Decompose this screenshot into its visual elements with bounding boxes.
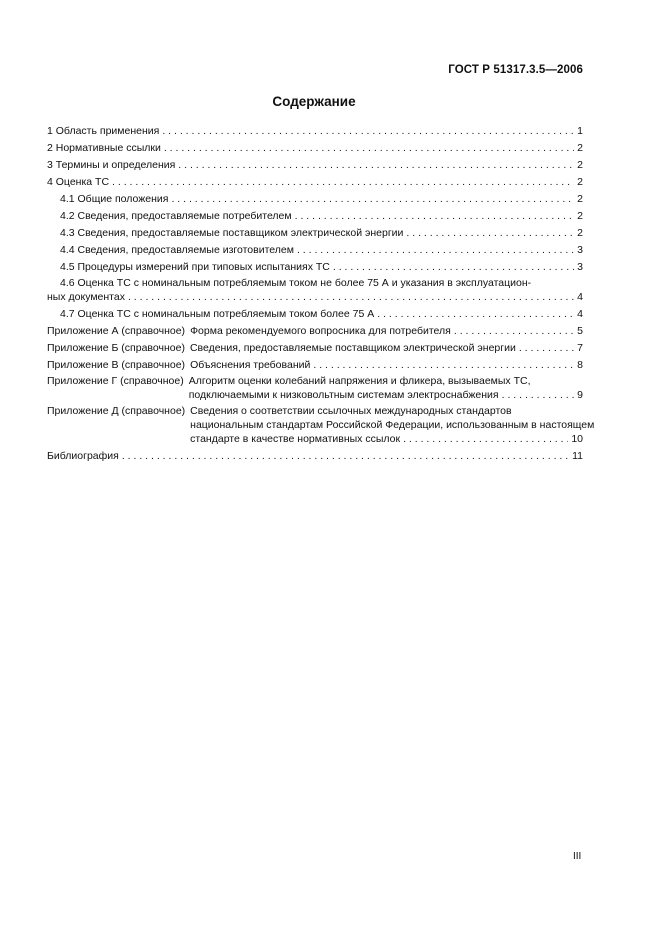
appendix-label: Приложение Д (справочное) (47, 405, 186, 417)
toc-page-number: 5 (577, 325, 583, 337)
toc-entry-line: национальным стандартам Российской Федерации, использованным в настоящем (190, 419, 595, 431)
toc-entry-text: 4.3 Сведения, предоставляемые поставщиком электрической энергии (60, 227, 404, 239)
toc-entry-text: Сведения, предоставляемые поставщиком электрической энергии (189, 342, 516, 354)
toc-page-number: 7 (577, 342, 583, 354)
dot-leader (122, 449, 569, 463)
dot-leader (377, 307, 574, 321)
toc-entry-text: Объяснения требований (190, 359, 311, 371)
toc-entry-4-3[interactable] (47, 223, 583, 240)
toc-title: Содержание (272, 94, 356, 109)
toc-entry-text: 4.1 Общие положения (60, 193, 169, 205)
appendix-label: Приложение А (справочное) (47, 325, 186, 337)
toc-entry-4-7[interactable] (47, 304, 583, 321)
toc-entry-text: Библиография (47, 450, 119, 462)
toc-entry-4-5[interactable] (47, 257, 583, 274)
toc-page-number: 2 (577, 227, 583, 239)
toc-entry-text: 2 Нормативные ссылки (47, 142, 161, 154)
dot-leader (128, 290, 574, 304)
toc-page-number: 2 (577, 142, 583, 154)
toc-entry-line: 4.6 Оценка ТС с номинальным потребляемым током не более 75 А и указания в эксплуатацион- (60, 277, 532, 289)
toc-entry-text: 1 Область применения (47, 125, 160, 137)
toc-page-number: 3 (577, 261, 583, 273)
toc-entry-text: 3 Термины и определения (47, 159, 176, 171)
toc-page-number: 3 (577, 244, 583, 256)
page-folio: III (573, 851, 582, 862)
toc-page-number: 2 (577, 159, 583, 171)
toc-entry-line: Алгоритм оценки колебаний напряжения и фликера, вызываемых ТС, (188, 375, 531, 387)
toc-page-number: 4 (577, 308, 583, 320)
toc-entry-text: 4.4 Сведения, предоставляемые изготовителем (60, 244, 294, 256)
toc-entry-line: Сведения о соответствии ссылочных международных стандартов (190, 405, 512, 417)
dot-leader (164, 141, 574, 155)
toc-entry-text: 4.2 Сведения, предоставляемые потребителем (60, 210, 292, 222)
toc-entry-appendix-a[interactable] (47, 321, 583, 338)
standard-code: ГОСТ Р 51317.3.5—2006 (448, 64, 583, 76)
dot-leader (519, 341, 574, 355)
appendix-label: Приложение Б (справочное) (47, 342, 185, 354)
dot-leader (502, 388, 575, 402)
dot-leader (178, 158, 574, 172)
toc-entry-4-1[interactable] (47, 189, 583, 206)
toc-entry-3[interactable] (47, 155, 583, 172)
table-of-contents (47, 121, 595, 463)
toc-page-number: 8 (577, 359, 583, 371)
dot-leader (333, 260, 574, 274)
toc-entry-4[interactable] (47, 172, 583, 189)
toc-entry-appendix-d[interactable] (47, 404, 595, 446)
appendix-label: Приложение Г (справочное) (47, 375, 184, 387)
dot-leader (297, 243, 574, 257)
toc-page-number: 2 (577, 193, 583, 205)
toc-entry-text: 4.7 Оценка ТС с номинальным потребляемым током более 75 А (60, 308, 375, 320)
toc-page-number: 10 (571, 433, 583, 445)
dot-leader (162, 124, 574, 138)
dot-leader (171, 192, 574, 206)
toc-entry-4-4[interactable] (47, 240, 583, 257)
toc-entry-appendix-v[interactable] (47, 355, 583, 372)
toc-page-number: 9 (577, 389, 583, 401)
toc-page-number: 1 (577, 125, 583, 137)
dot-leader (295, 209, 575, 223)
toc-page-number: 2 (577, 210, 583, 222)
dot-leader (454, 324, 574, 338)
toc-entry-line: ных документах (47, 291, 125, 303)
toc-entry-text: Форма рекомендуемого вопросника для потребителя (190, 325, 451, 337)
toc-entry-bibliography[interactable] (47, 446, 583, 463)
toc-page-number: 11 (572, 450, 583, 462)
dot-leader (313, 358, 574, 372)
toc-entry-text: 4 Оценка ТС (47, 176, 110, 188)
appendix-label: Приложение В (справочное) (47, 359, 186, 371)
dot-leader (403, 432, 568, 446)
dot-leader (406, 226, 574, 240)
dot-leader (112, 175, 574, 189)
toc-entry-1[interactable] (47, 121, 583, 138)
toc-entry-appendix-g[interactable] (47, 374, 583, 402)
toc-entry-appendix-b[interactable] (47, 338, 583, 355)
toc-page-number: 2 (577, 176, 583, 188)
toc-entry-4-6[interactable] (47, 276, 583, 304)
toc-entry-4-2[interactable] (47, 206, 583, 223)
toc-page-number: 4 (577, 291, 583, 303)
toc-entry-line: подключаемыми к низковольтным системам электроснабжения (188, 389, 499, 401)
toc-entry-text: 4.5 Процедуры измерений при типовых испытаниях ТС (60, 261, 330, 273)
toc-entry-line: стандарте в качестве нормативных ссылок (190, 433, 401, 445)
toc-entry-2[interactable] (47, 138, 583, 155)
